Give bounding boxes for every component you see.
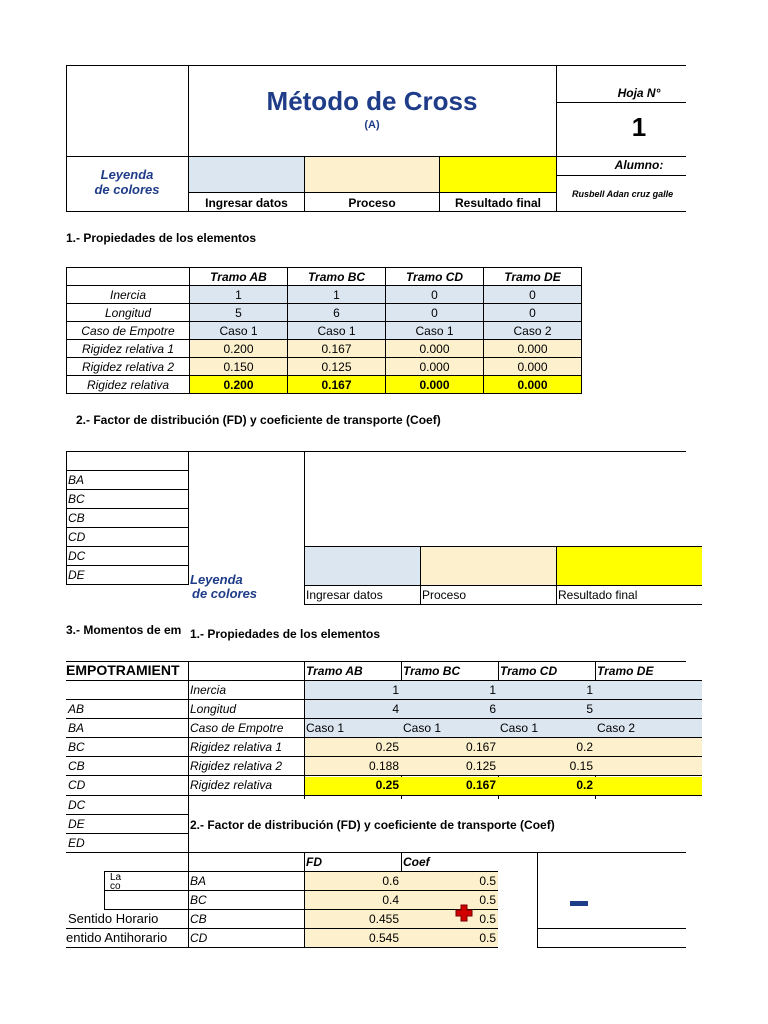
sentido-antihorario-label: entido Antihorario bbox=[66, 930, 168, 945]
properties-table bbox=[66, 267, 582, 394]
empotramiento-label: EMPOTRAMIENT bbox=[66, 662, 180, 678]
table-cell[interactable]: Caso 1 bbox=[403, 721, 442, 735]
fd-row-label: DE bbox=[68, 568, 85, 582]
table-cell[interactable]: 0 bbox=[484, 304, 582, 322]
overlay-col-header-ab: Tramo AB bbox=[306, 664, 363, 678]
table-cell[interactable]: Caso 2 bbox=[597, 721, 636, 735]
table-cell: 0.188 bbox=[368, 759, 399, 773]
table-cell: 0.000 bbox=[484, 358, 582, 376]
col-header-de: Tramo DE bbox=[484, 268, 582, 286]
table-cell: 0.15 bbox=[569, 759, 593, 773]
coef-header: Coef bbox=[403, 855, 430, 869]
legend-label-line1: Leyenda bbox=[100, 167, 154, 182]
overlay-swatch-process bbox=[421, 547, 556, 585]
row-label: Longitud bbox=[67, 304, 190, 322]
table-cell: 0.000 bbox=[386, 376, 484, 394]
table-cell[interactable]: Caso 1 bbox=[190, 322, 288, 340]
row-label: Inercia bbox=[67, 286, 190, 304]
sentido-horario-label: Sentido Horario bbox=[68, 911, 159, 926]
coef-value: 0.5 bbox=[479, 912, 496, 926]
moment-row-label: ED bbox=[68, 836, 85, 850]
section2-title: 2.- Factor de distribución (FD) y coeficiente de transporte (Coef) bbox=[76, 413, 441, 427]
student-name: Rusbell Adan cruz galle bbox=[572, 189, 674, 199]
tiny-label: co bbox=[110, 882, 121, 889]
page-subtitle: (A) bbox=[364, 119, 380, 131]
table-cell[interactable]: 5 bbox=[190, 304, 288, 322]
student-label: Alumno: bbox=[614, 158, 664, 172]
table-cell[interactable]: Caso 1 bbox=[288, 322, 386, 340]
overlay-row-label: Inercia bbox=[190, 683, 227, 697]
page-title: Método de Cross bbox=[266, 86, 478, 116]
table-cell[interactable]: 1 bbox=[489, 683, 496, 697]
table-cell[interactable]: 5 bbox=[586, 702, 593, 716]
minus-icon bbox=[570, 901, 588, 906]
table-cell[interactable]: 4 bbox=[392, 702, 399, 716]
fd-row-label: CB bbox=[68, 511, 85, 525]
fd-value: 0.545 bbox=[368, 931, 399, 945]
moment-row-label: DE bbox=[68, 817, 85, 831]
overlay-swatch-input bbox=[305, 547, 420, 585]
legend-swatch-process bbox=[305, 157, 439, 192]
table-cell: 0.25 bbox=[375, 740, 399, 754]
table-cell: 0.200 bbox=[190, 340, 288, 358]
table-cell: 0.000 bbox=[386, 340, 484, 358]
fd-row-label: BA bbox=[190, 874, 207, 888]
moment-row-label: AB bbox=[68, 702, 85, 716]
table-cell[interactable]: Caso 2 bbox=[484, 322, 582, 340]
overlay-legend-text-result: Resultado final bbox=[558, 588, 638, 602]
overlay-col-header-cd: Tramo CD bbox=[500, 664, 558, 678]
table-cell[interactable]: Caso 1 bbox=[306, 721, 345, 735]
table-cell: 0.2 bbox=[576, 778, 593, 792]
table-cell[interactable]: 0 bbox=[386, 304, 484, 322]
row-label: Rigidez relativa bbox=[67, 376, 190, 394]
col-header-cd: Tramo CD bbox=[386, 268, 484, 286]
moment-row-label: CB bbox=[68, 759, 85, 773]
fd-row-label: BA bbox=[68, 473, 85, 487]
overlay-col-header-de: Tramo DE bbox=[597, 664, 654, 678]
row-label: Caso de Empotre bbox=[67, 322, 190, 340]
table-cell: 0.2 bbox=[576, 740, 593, 754]
coef-value: 0.5 bbox=[479, 874, 496, 888]
fd-value: 0.455 bbox=[368, 912, 399, 926]
fd-value: 0.4 bbox=[382, 893, 399, 907]
tiny-label: La bbox=[110, 872, 122, 883]
moment-row-label: CD bbox=[68, 778, 86, 792]
table-cell: 0.25 bbox=[375, 778, 399, 792]
table-cell: 0.000 bbox=[484, 376, 582, 394]
table-cell: 0.150 bbox=[190, 358, 288, 376]
moment-row-label: DC bbox=[68, 798, 86, 812]
sheet-label: Hoja N° bbox=[617, 86, 661, 100]
overlay-row-label: Caso de Empotre bbox=[190, 721, 284, 735]
fd-row-label: CB bbox=[190, 912, 207, 926]
fd-row-label: CD bbox=[190, 931, 208, 945]
overlay-row-label: Rigidez relativa bbox=[190, 778, 273, 792]
overlay-legend-label-line1: Leyenda bbox=[190, 572, 243, 587]
overlay-col-header-bc: Tramo BC bbox=[403, 664, 461, 678]
overlay-legend-text-input: Ingresar datos bbox=[306, 588, 383, 602]
overlay-legend-text-process: Proceso bbox=[422, 588, 467, 602]
fd-value: 0.6 bbox=[382, 874, 399, 888]
overlay-legend-label-line2: de colores bbox=[192, 586, 258, 601]
legend-text-input: Ingresar datos bbox=[205, 196, 288, 210]
overlay-section1-title: 1.- Propiedades de los elementos bbox=[190, 627, 381, 641]
table-cell[interactable]: 0 bbox=[484, 286, 582, 304]
table-cell[interactable]: 1 bbox=[288, 286, 386, 304]
fd-row-label: BC bbox=[68, 492, 85, 506]
legend-text-result: Resultado final bbox=[454, 196, 541, 210]
legend-text-process: Proceso bbox=[348, 196, 396, 210]
row-label: Rigidez relativa 1 bbox=[67, 340, 190, 358]
moment-row-label: BC bbox=[68, 740, 85, 754]
moment-row-label: BA bbox=[68, 721, 85, 735]
table-cell: 0.167 bbox=[288, 340, 386, 358]
table-cell: 0.167 bbox=[465, 740, 496, 754]
table-cell[interactable]: 1 bbox=[392, 683, 399, 697]
legend-label-line2: de colores bbox=[94, 182, 160, 197]
fd-row-label: BC bbox=[190, 893, 207, 907]
table-cell[interactable]: Caso 1 bbox=[386, 322, 484, 340]
table-cell[interactable]: Caso 1 bbox=[500, 721, 539, 735]
table-cell: 0.167 bbox=[288, 376, 386, 394]
table-cell: 0.125 bbox=[288, 358, 386, 376]
legend-swatch-input bbox=[189, 157, 304, 192]
col-header-ab: Tramo AB bbox=[190, 268, 288, 286]
table-cell: 0.000 bbox=[386, 358, 484, 376]
overlay-row-label: Longitud bbox=[190, 702, 237, 716]
table-cell: 0.125 bbox=[465, 759, 496, 773]
coef-value: 0.5 bbox=[479, 893, 496, 907]
legend-swatch-result bbox=[440, 157, 556, 192]
overlay-section2-title: 2.- Factor de distribución (FD) y coeficiente de transporte (Coef) bbox=[190, 818, 555, 832]
table-cell[interactable]: 6 bbox=[489, 702, 496, 716]
row-label: Rigidez relativa 2 bbox=[67, 358, 190, 376]
table-cell[interactable]: 1 bbox=[586, 683, 593, 697]
table-cell: 0.167 bbox=[465, 778, 496, 792]
section1-title: 1.- Propiedades de los elementos bbox=[66, 231, 257, 245]
col-header-bc: Tramo BC bbox=[288, 268, 386, 286]
fd-header: FD bbox=[306, 855, 322, 869]
table-cell[interactable]: 6 bbox=[288, 304, 386, 322]
sheet-number: 1 bbox=[631, 112, 647, 142]
table-cell[interactable]: 1 bbox=[190, 286, 288, 304]
table-cell: 0.000 bbox=[484, 340, 582, 358]
overlay-swatch-result bbox=[557, 547, 702, 585]
section3-title: 3.- Momentos de em bbox=[66, 623, 182, 637]
overlay-row-label: Rigidez relativa 2 bbox=[190, 759, 283, 773]
fd-row-label: CD bbox=[68, 530, 86, 544]
fd-row-label: DC bbox=[68, 549, 86, 563]
table-cell: 0.200 bbox=[190, 376, 288, 394]
overlay-row-label: Rigidez relativa 1 bbox=[190, 740, 283, 754]
table-cell[interactable]: 0 bbox=[386, 286, 484, 304]
coef-value: 0.5 bbox=[479, 931, 496, 945]
plus-cursor-icon bbox=[455, 904, 473, 922]
